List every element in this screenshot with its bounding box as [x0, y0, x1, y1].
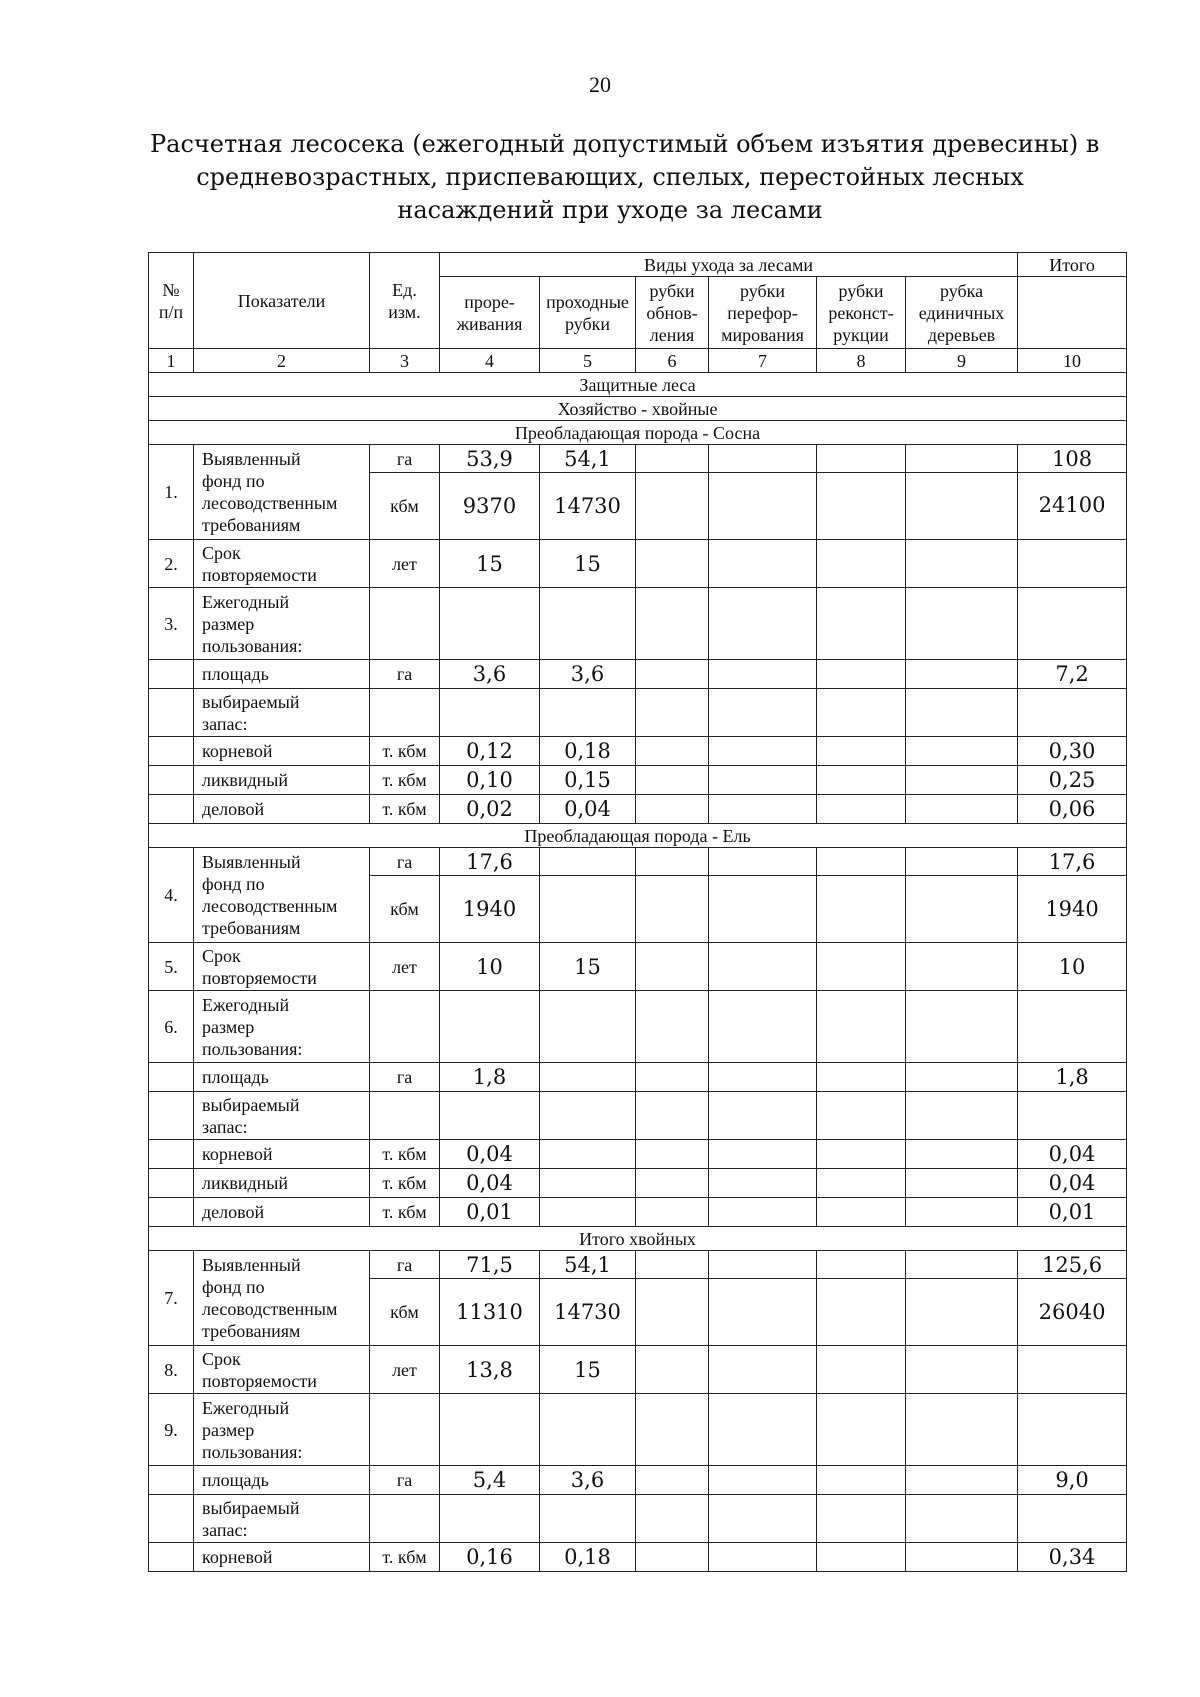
table-row: 6. Ежегодный размер пользования:	[149, 991, 1127, 1063]
table-row: 4. Выявленный фонд по лесоводственным требованиям га 17,6 17,6	[149, 848, 1127, 876]
table-row: выбираемый запас:	[149, 689, 1127, 737]
title-line: средневозрастных, приспевающих, спелых, перестойных лесных	[196, 163, 1024, 191]
header-group: Виды ухода за лесами	[440, 253, 1018, 277]
section-economy: Хозяйство - хвойные	[149, 397, 1127, 421]
section-spruce: Преобладающая порода - Ель	[149, 824, 1127, 848]
table-row: ликвидный т. кбм 0,10 0,15 0,25	[149, 766, 1127, 795]
header-col-7: рубки перефор- мирования	[709, 277, 817, 349]
document-title	[150, 128, 1100, 227]
header-unit: Ед. изм.	[370, 253, 440, 349]
table-row: кбм 1940 1940	[149, 876, 1127, 943]
title-line: насаждений при уходе за лесами	[397, 196, 823, 224]
table-row: площадь га 3,6 3,6 7,2	[149, 660, 1127, 689]
table-row: деловой т. кбм 0,02 0,04 0,06	[149, 795, 1127, 824]
header-col-9: рубка единичных деревьев	[906, 277, 1018, 349]
section-pine: Преобладающая порода - Сосна	[149, 421, 1127, 445]
table-row: 3. Ежегодный размер пользования:	[149, 588, 1127, 660]
header-num: № п/п	[149, 253, 194, 349]
table-row: корневой т. кбм 0,12 0,18 0,30	[149, 737, 1127, 766]
section-total-coniferous: Итого хвойных	[149, 1227, 1127, 1251]
table-row: корневой т. кбм 0,16 0,18 0,34	[149, 1543, 1127, 1572]
table-row: площадь га 5,4 3,6 9,0	[149, 1466, 1127, 1495]
table-row: кбм 9370 14730 24100	[149, 473, 1127, 540]
header-col-6: рубки обнов- ления	[636, 277, 709, 349]
table-row: 9. Ежегодный размер пользования:	[149, 1394, 1127, 1466]
table-row: 5. Срок повторяемости лет 10 15 10	[149, 943, 1127, 991]
header-col-5: проходные рубки	[540, 277, 636, 349]
logging-table	[148, 252, 1127, 1572]
header-indicators: Показатели	[194, 253, 370, 349]
section-protective: Защитные леса	[149, 373, 1127, 397]
table-row: ликвидный т. кбм 0,04 0,04	[149, 1169, 1127, 1198]
table-row: корневой т. кбм 0,04 0,04	[149, 1140, 1127, 1169]
table-row: кбм 11310 14730 26040	[149, 1279, 1127, 1346]
table-row: 2. Срок повторяемости лет 15 15	[149, 540, 1127, 588]
row-number: 1.	[149, 445, 194, 540]
header-total-empty	[1018, 277, 1127, 349]
header-col-8: рубки реконст- рукции	[817, 277, 906, 349]
column-numbers-row: 1 2 3 4 5 6 7 8 9 10	[149, 349, 1127, 373]
page-number: 20	[589, 72, 611, 97]
table-row: 7. Выявленный фонд по лесоводственным требованиям га 71,5 54,1 125,6	[149, 1251, 1127, 1279]
table-row: площадь га 1,8 1,8	[149, 1063, 1127, 1092]
table-row: 8. Срок повторяемости лет 13,8 15	[149, 1346, 1127, 1394]
table-row: выбираемый запас:	[149, 1495, 1127, 1543]
table-row: 1. Выявленный фонд по лесоводственным требованиям га 53,9 54,1 108	[149, 445, 1127, 473]
header-col-4: проре- живания	[440, 277, 540, 349]
header-total: Итого	[1018, 253, 1127, 277]
table-row: выбираемый запас:	[149, 1092, 1127, 1140]
table-row: деловой т. кбм 0,01 0,01	[149, 1198, 1127, 1227]
title-line: Расчетная лесосека (ежегодный допустимый объем изъятия древесины) в	[150, 130, 1100, 158]
row-label: Выявленный фонд по лесоводственным требованиям	[194, 445, 370, 540]
